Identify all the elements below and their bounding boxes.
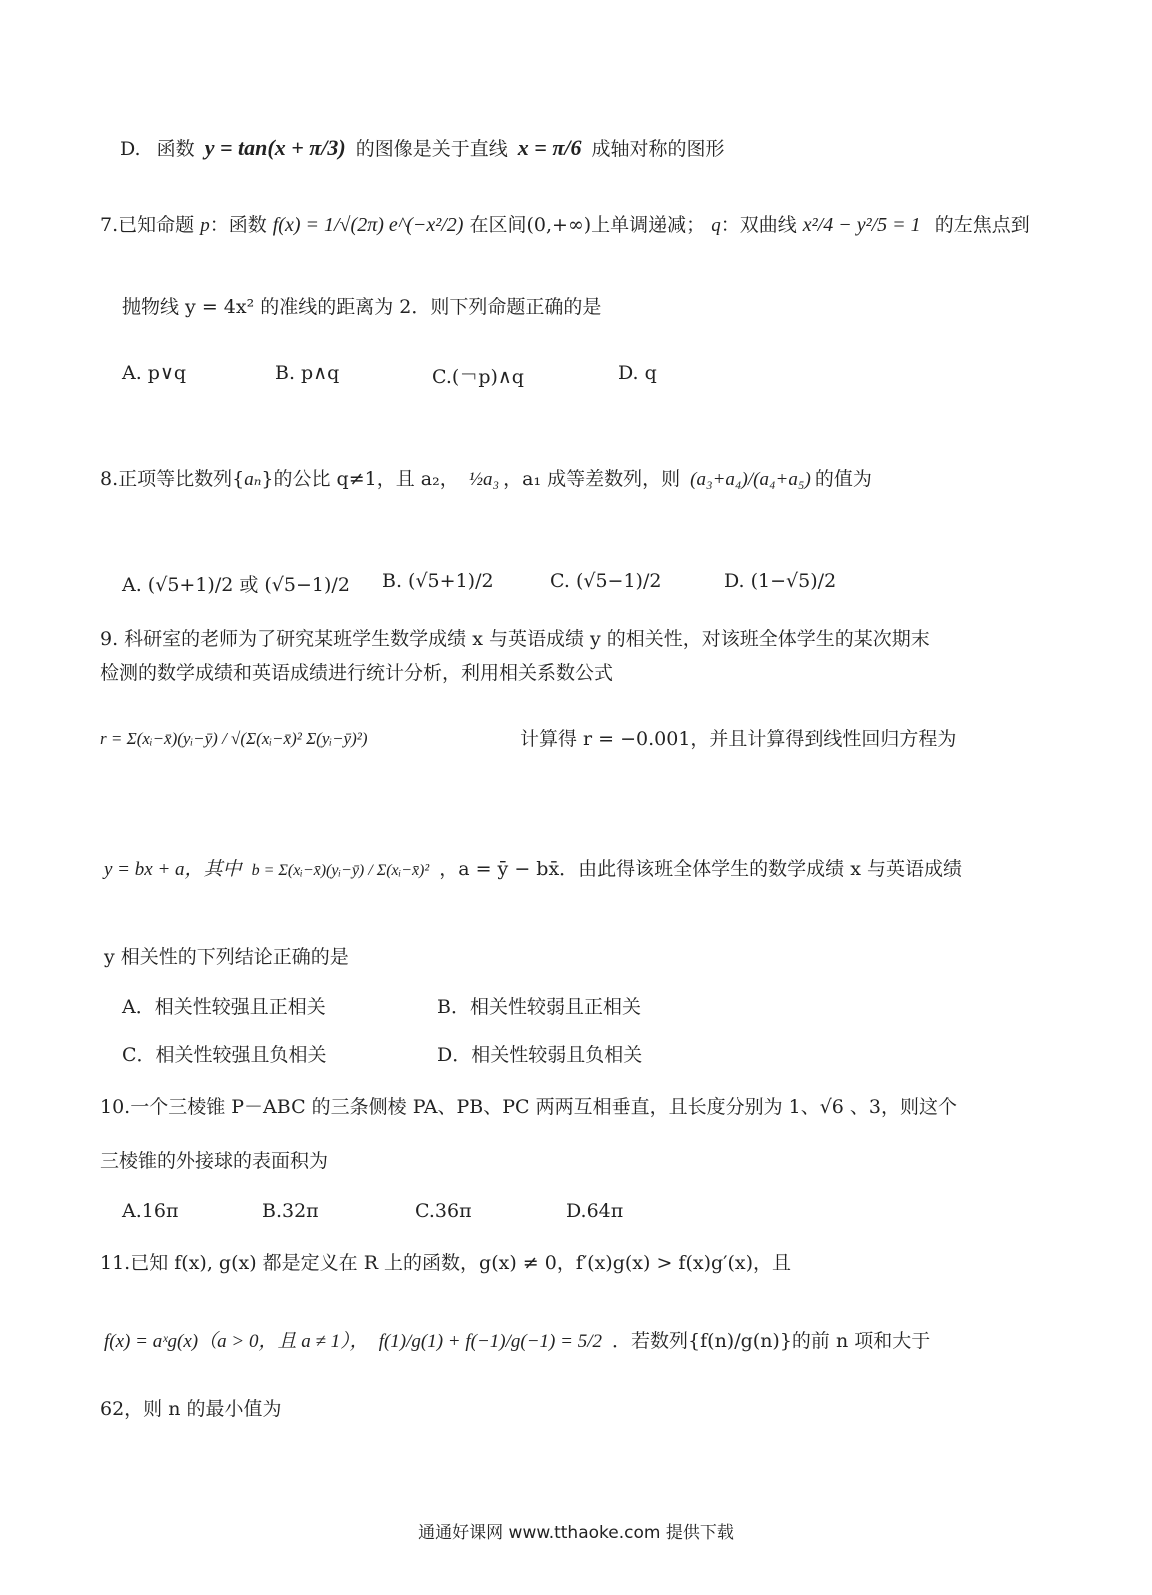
math-half-a3: ½a₃ bbox=[468, 469, 500, 490]
q8-option-c: C. (√5−1)/2 bbox=[550, 570, 662, 592]
ratio-sum-equation: f(1)/g(1) + f(−1)/g(−1) = 5/2 bbox=[378, 1331, 602, 1352]
text-segment: ：双曲线 bbox=[720, 214, 797, 236]
q7-stem-line1 bbox=[100, 215, 1030, 235]
text-segment: 的左焦点到 bbox=[934, 214, 1030, 236]
q7-option-a: A. p∨q bbox=[122, 362, 187, 384]
option-label: D. bbox=[120, 138, 141, 160]
q9-option-a: A．相关性较强且正相关 bbox=[122, 996, 326, 1018]
question-number: 8.正项等比数列{ bbox=[100, 468, 245, 490]
q8-stem bbox=[100, 470, 872, 489]
q8-option-d: D. (1−√5)/2 bbox=[724, 570, 837, 592]
fx-definition: f(x) = aˣg(x)（a > 0，且 a ≠ 1）， bbox=[104, 1331, 369, 1352]
text-segment: 成轴对称的图形 bbox=[591, 138, 725, 160]
q10-option-c: C.36π bbox=[415, 1200, 472, 1222]
page-footer: 通通好课网 www.tthaoke.com 提供下载 bbox=[418, 1523, 734, 1543]
text-segment: 函数 bbox=[156, 138, 195, 160]
q10-option-d: D.64π bbox=[566, 1200, 624, 1222]
q9-stem-line5: y 相关性的下列结论正确的是 bbox=[104, 946, 349, 968]
q9-option-c: C．相关性较强且负相关 bbox=[122, 1044, 327, 1066]
text-segment: 在区间(0,+∞)上单调递减； bbox=[469, 214, 706, 236]
q10-option-a: A.16π bbox=[122, 1200, 179, 1222]
math-an: aₙ bbox=[244, 469, 262, 490]
text-segment: 的值为 bbox=[814, 468, 872, 490]
text-segment: ．若数列{f(n)/g(n)}的前 n 项和大于 bbox=[612, 1330, 931, 1352]
q9-stem-line2: 检测的数学成绩和英语成绩进行统计分析，利用相关系数公式 bbox=[100, 662, 614, 684]
q10-stem-line2: 三棱锥的外接球的表面积为 bbox=[100, 1150, 329, 1172]
q7-stem-line2: 抛物线 y = 4x² 的准线的距离为 2．则下列命题正确的是 bbox=[122, 296, 602, 318]
text-segment: 的图像是关于直线 bbox=[355, 138, 508, 160]
text-segment: ，a = ȳ − bx̄．由此得该班全体学生的数学成绩 x 与英语成绩 bbox=[439, 858, 962, 880]
regression-equation: y = bx + a，其中 bbox=[104, 859, 242, 880]
q11-stem-line1: 11.已知 f(x), g(x) 都是定义在 R 上的函数，g(x) ≠ 0，f′(x)g(x) > f(x)g′(x)，且 bbox=[100, 1252, 792, 1274]
b-formula: b = Σ(xᵢ−x̄)(yᵢ−ȳ) / Σ(xᵢ−x̄)² bbox=[251, 862, 430, 879]
q7-option-b: B. p∧q bbox=[275, 362, 340, 384]
q7-option-d: D. q bbox=[618, 362, 657, 384]
question-number: 7.已知命题 bbox=[100, 214, 195, 236]
q10-option-b: B.32π bbox=[262, 1200, 319, 1222]
text-segment: ，a₁ 成等差数列，则 bbox=[503, 468, 681, 490]
math-density-function: f(x) = 1/√(2π) e^(−x²/2) bbox=[272, 214, 464, 236]
text-segment: ：函数 bbox=[209, 214, 267, 236]
text-segment: }的公比 q≠1，且 a₂， bbox=[261, 468, 459, 490]
q11-stem-line3: 62，则 n 的最小值为 bbox=[100, 1398, 282, 1420]
q11-stem-line2 bbox=[104, 1332, 930, 1351]
q8-option-a: A. (√5+1)/2 或 (√5−1)/2 bbox=[122, 574, 350, 596]
q9-option-b: B．相关性较弱且正相关 bbox=[437, 996, 641, 1018]
q8-option-b: B. (√5+1)/2 bbox=[382, 570, 494, 592]
prop-q: q bbox=[711, 215, 721, 236]
math-ratio: (a₃+a₄)/(a₄+a₅) bbox=[690, 469, 811, 490]
prop-p: p bbox=[200, 215, 210, 236]
q9-r-formula: r = Σ(xᵢ−x̄)(yᵢ−ȳ) / √(Σ(xᵢ−x̄)² Σ(yᵢ−ȳ)²) bbox=[100, 729, 368, 748]
q9-stem-line4 bbox=[104, 860, 962, 879]
math-hyperbola: x²/4 − y²/5 = 1 bbox=[802, 214, 921, 236]
q10-stem-line1: 10.一个三棱锥 P－ABC 的三条侧棱 PA、PB、PC 两两互相垂直，且长度分别为 1、√6 、3，则这个 bbox=[100, 1096, 958, 1118]
q9-stem-line3: 计算得 r = −0.001，并且计算得到线性回归方程为 bbox=[520, 728, 957, 750]
q6-option-d bbox=[120, 137, 725, 159]
math-function: y = tan(x + π/3) bbox=[204, 135, 346, 160]
math-line: x = π/6 bbox=[517, 135, 582, 160]
q9-stem-line1: 9. 科研室的老师为了研究某班学生数学成绩 x 与英语成绩 y 的相关性，对该班全体学生的某次期末 bbox=[100, 628, 930, 650]
q9-option-d: D．相关性较弱且负相关 bbox=[437, 1044, 643, 1066]
q7-option-c: C.(￢p)∧q bbox=[432, 366, 524, 388]
